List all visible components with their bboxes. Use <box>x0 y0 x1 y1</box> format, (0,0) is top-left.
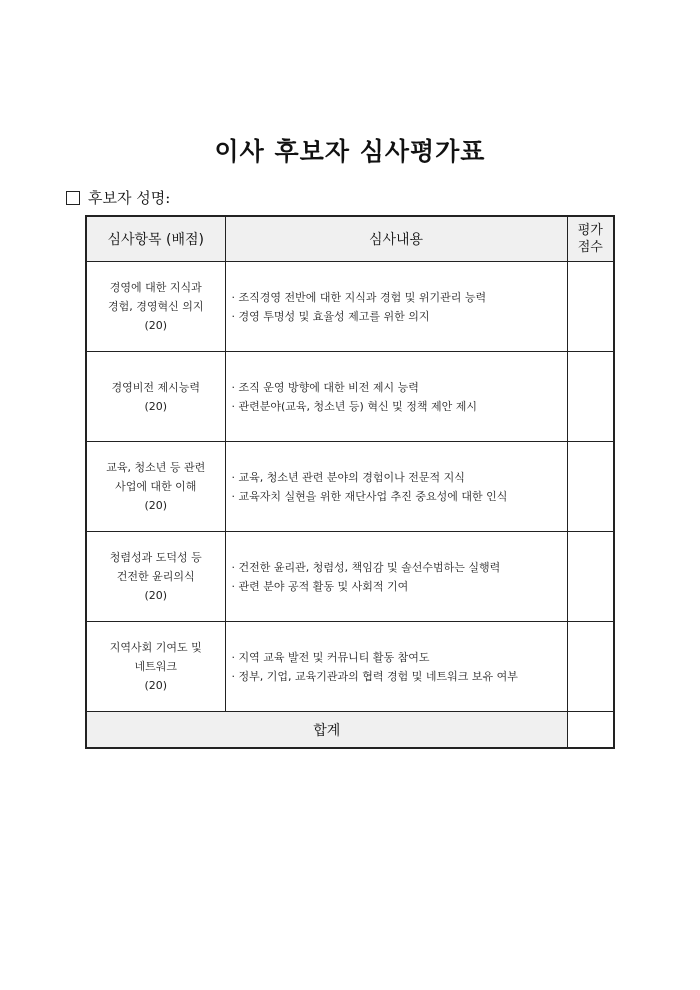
content-cell: · 건전한 윤리관, 청렴성, 책임감 및 솔선수범하는 실행력 · 관련 분야 공적 활동 및 사회적 기여 <box>225 532 567 622</box>
page-title: 이사 후보자 심사평가표 <box>214 137 486 166</box>
evaluation-table <box>85 215 615 749</box>
content-cell: · 교육, 청소년 관련 분야의 경험이나 전문적 지식 · 교육자치 실현을 위한 재단사업 추진 중요성에 대한 인식 <box>225 442 567 532</box>
score-cell[interactable] <box>567 622 614 712</box>
category-cell: 경영비전 제시능력 (20) <box>86 352 225 442</box>
candidate-name-line <box>66 187 170 208</box>
score-cell[interactable] <box>567 532 614 622</box>
header-score: 평가 점수 <box>567 216 614 262</box>
score-cell[interactable] <box>567 352 614 442</box>
total-score-cell[interactable] <box>567 712 614 749</box>
header-content: 심사내용 <box>225 216 567 262</box>
table-row <box>86 442 614 532</box>
checkbox-icon[interactable] <box>66 191 80 205</box>
score-cell[interactable] <box>567 442 614 532</box>
category-cell: 교육, 청소년 등 관련 사업에 대한 이해 (20) <box>86 442 225 532</box>
category-cell: 경영에 대한 지식과 경험, 경영혁신 의지 (20) <box>86 262 225 352</box>
table-row <box>86 352 614 442</box>
content-cell: · 지역 교육 발전 및 커뮤니티 활동 참여도 · 정부, 기업, 교육기관과의 협력 경험 및 네트워크 보유 여부 <box>225 622 567 712</box>
table-row <box>86 622 614 712</box>
total-row <box>86 712 614 749</box>
candidate-name-label: 후보자 성명: <box>88 189 171 207</box>
total-label: 합계 <box>86 712 567 749</box>
category-cell: 지역사회 기여도 및 네트워크 (20) <box>86 622 225 712</box>
content-cell: · 조직 운영 방향에 대한 비전 제시 능력 · 관련분야(교육, 청소년 등) 혁신 및 정책 제안 제시 <box>225 352 567 442</box>
table-header-row <box>86 216 614 262</box>
header-category: 심사항목 (배점) <box>86 216 225 262</box>
content-cell: · 조직경영 전반에 대한 지식과 경험 및 위기관리 능력 · 경영 투명성 및 효율성 제고를 위한 의지 <box>225 262 567 352</box>
score-cell[interactable] <box>567 262 614 352</box>
table-row <box>86 532 614 622</box>
table-row <box>86 262 614 352</box>
category-cell: 청렴성과 도덕성 등 건전한 윤리의식 (20) <box>86 532 225 622</box>
